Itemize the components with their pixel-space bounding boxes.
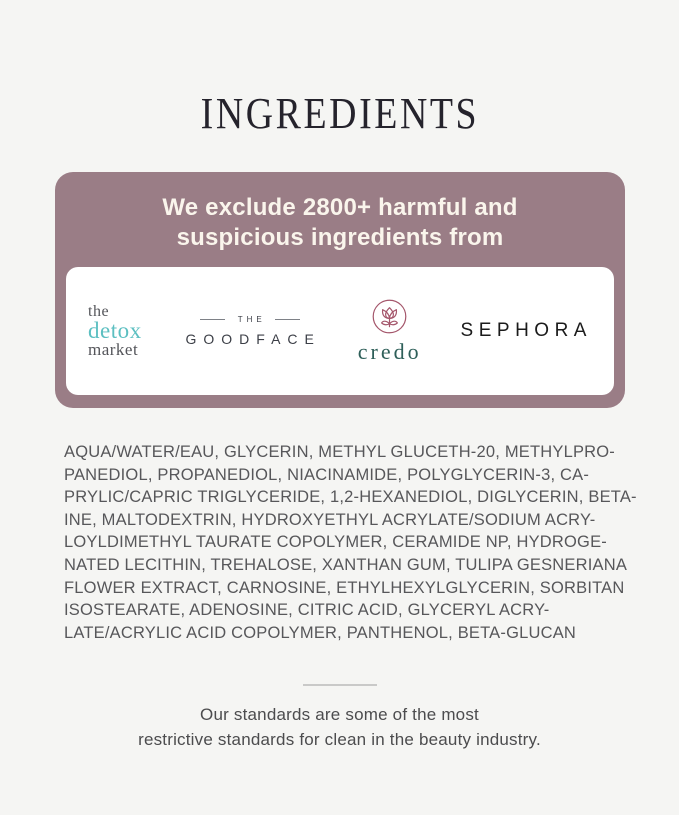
- retailer-logo-card: [66, 267, 614, 395]
- ingredients-line: LOYLDIMETHYL TAURATE COPOLYMER, CERAMIDE NP, HYDROGE-: [64, 533, 607, 552]
- ingredients-line: LATE/ACRYLIC ACID COPOLYMER, PANTHENOL, BETA-GLUCAN: [64, 623, 577, 642]
- detox-market-word-the: the: [88, 303, 110, 320]
- credo-wordmark: credo: [357, 338, 422, 364]
- banner-heading-line2: suspicious ingredients from: [176, 224, 504, 251]
- logo-the-detox-market: [88, 304, 142, 358]
- page-title: [0, 88, 679, 139]
- ingredients-list: [64, 441, 637, 644]
- banner-heading: [55, 172, 625, 253]
- dash-ornament-right: [275, 319, 300, 320]
- ingredients-line: ISOSTEARATE, ADENOSINE, CITRIC ACID, GLYCERYL ACRY-: [64, 601, 550, 620]
- logo-the-good-face: [179, 315, 321, 347]
- detox-market-word-detox: detox: [88, 318, 142, 343]
- ingredients-line: FLOWER EXTRACT, CARNOSINE, ETHYLHEXYLGLYCERIN, SORBITAN: [64, 578, 625, 597]
- detox-market-word-market: market: [88, 340, 139, 359]
- good-face-wordmark: GOODFACE: [185, 331, 321, 347]
- standards-statement: [0, 702, 679, 752]
- credo-flower-icon: [371, 298, 408, 335]
- standards-line1: Our standards are some of the most: [200, 705, 479, 724]
- good-face-word-the: THE: [237, 315, 266, 324]
- good-face-top-row: [200, 315, 300, 324]
- ingredients-line: PANEDIOL, PROPANEDIOL, NIACINAMIDE, POLYGLYCERIN-3, CA-: [64, 465, 590, 484]
- banner-heading-line1: We exclude 2800+ harmful and: [162, 194, 518, 221]
- ingredients-line: PRYLIC/CAPRIC TRIGLYCERIDE, 1,2-HEXANEDIOL, DIGLYCERIN, BETA-: [64, 488, 637, 507]
- exclusion-banner: [55, 172, 625, 408]
- sephora-wordmark: SEPHORA: [460, 320, 592, 341]
- footer-divider: [303, 684, 377, 686]
- logo-sephora: [459, 320, 592, 342]
- logo-credo: [358, 298, 422, 365]
- standards-line2: restrictive standards for clean in the beauty industry.: [138, 730, 541, 749]
- dash-ornament-left: [200, 319, 225, 320]
- ingredients-line: NATED LECITHIN, TREHALOSE, XANTHAN GUM, TULIPA GESNERIANA: [64, 555, 628, 574]
- ingredients-line: INE, MALTODEXTRIN, HYDROXYETHYL ACRYLATE/SODIUM ACRY-: [64, 510, 596, 529]
- page-title-text: INGREDIENTS: [200, 89, 479, 138]
- ingredients-line: AQUA/WATER/EAU, GLYCERIN, METHYL GLUCETH-20, METHYLPRO-: [64, 443, 615, 461]
